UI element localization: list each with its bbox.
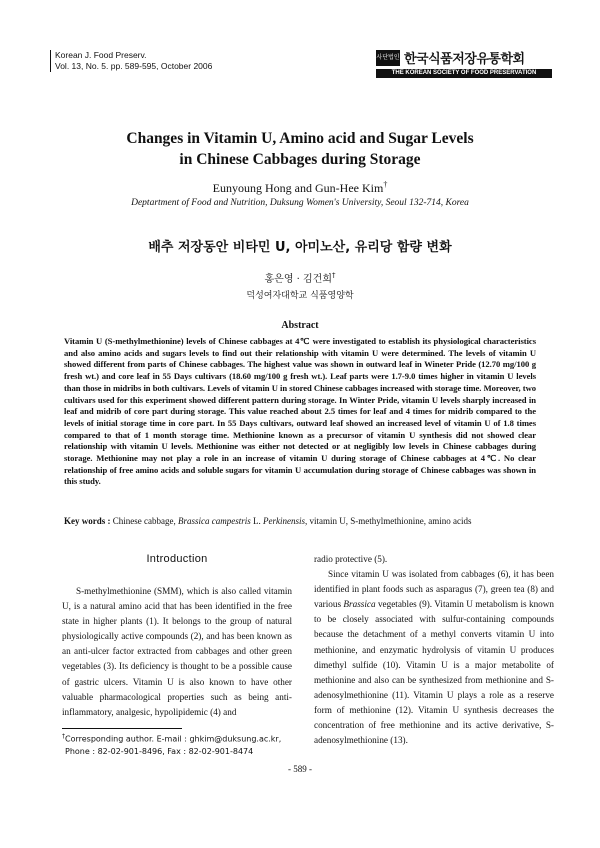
keyword-species: Brassica campestris bbox=[177, 516, 251, 526]
title-line-2: in Chinese Cabbages during Storage bbox=[179, 151, 421, 168]
intro-paragraph: S-methylmethionine (SMM), which is also called vitamin U, is a natural amino acid that has been identified in the free state in higher plants (1). It belongs to the group of natural physiologically active compounds (2), and has been known as an anti-ulcer factor extracted from cabbages and other green vegetables (3). Its deficiency is thought to be a possible cause of gastric ulcers. Vitamin U is also known to have other valuable pharmacological properties such as being anti-inflammatory, analgesic, hypolipidemic (4) and bbox=[62, 586, 292, 717]
keywords-label: Key words : bbox=[64, 516, 111, 526]
society-name-english: THE KOREAN SOCIETY OF FOOD PRESERVATION bbox=[376, 69, 552, 78]
right-column bbox=[314, 552, 554, 748]
journal-citation bbox=[50, 50, 212, 72]
paragraph-text: vegetables (9). Vitamin U metabolism is known to be closely associated with sulfur-containing compounds because the detachment of a methyl converts vitamin U into methionine, and enzymatic hydrolysis of vitamin U produces dimethyl sulfide (10). Vitamin U is a major metabolite of methionine and also can be synthesized from methionine and S-adenosylmethionine (11). Vitamin U plays a role as a reserve form of methionine (12). Vitamin U synthesis decreases the concentration of free methionine and its active derivative, S-adenosylmethionine (13). bbox=[314, 599, 554, 746]
introduction-heading: Introduction bbox=[146, 553, 208, 565]
journal-name: Korean J. Food Preserv. bbox=[55, 50, 147, 60]
corresponding-mark: † bbox=[383, 180, 388, 189]
author-names: Eunyoung Hong and Gun-Hee Kim bbox=[212, 181, 384, 195]
society-logo bbox=[376, 48, 552, 78]
korean-affiliation: 덕성여자대학교 식품영양학 bbox=[246, 291, 354, 301]
korean-authors bbox=[60, 270, 540, 285]
abstract-heading: Abstract bbox=[281, 320, 319, 331]
keyword-text: L. bbox=[252, 516, 261, 526]
author-line bbox=[60, 180, 540, 196]
left-column bbox=[62, 584, 292, 720]
journal-volume: Vol. 13, No. 5. pp. 589-595, October 2006 bbox=[55, 61, 213, 71]
abstract-body: Vitamin U (S-methylmethionine) levels of Chinese cabbages at 4℃ were investigated to establish its physiological characteristics and also amino acids and sugars levels to find out their relationship with vitamin U were determined. The levels of vitamin U showed different from parts of Chinese cabbages. The highest value was shown in outward leaf in Wineter Pride (12.70 mg/100 g fresh wt.) and core leaf in 55 Days cultivars (18.60 mg/100 g fresh wt.). Leaf parts were 1.7-9.0 times higher in vitamin U levels than those in midribs in both cultivars. Levels of vitamin U in stored Chinese cabbages increased with storage time. Moreover, two cultivars used for this experiment showed different pattern during storage. In Winter Pride, vitamin U levels sharply increased in leaf and midrib of core part during storage. This value reached about 2.5 times for leaf and 4 times for midrib compared to the levels of initial storage time in core part. In 55 Days cultivars, outward leaf showed an increased level of vitamin U of 1.8 times compared to that of 1 month storage time. Methionine known as a precursor of vitamin U synthesis did not showed clear relationship with vitamin U levels. Methionine was either not detected or at negligibly low levels in Chinese cabbages during storage. Methionine may not play a role in an increase of vitamin U during storage of Chinese cabbages at 4℃. No clear relationship of free amino acids and soluble sugars for vitamin U accumulation during storage of Chinese cabbages was shown in this study. bbox=[64, 336, 536, 487]
footnote-phone: Phone : 82-02-901-8496, Fax : 82-02-901-8474 bbox=[65, 746, 254, 756]
page-number: - 589 - bbox=[288, 764, 312, 774]
footnote-mark: † bbox=[62, 733, 65, 740]
korean-title: 배추 저장동안 비타민 U, 아미노산, 유리당 함량 변화 bbox=[148, 240, 452, 255]
korean-author-names: 홍은영 · 김건희 bbox=[264, 274, 332, 285]
keyword-variety: Perkinensis bbox=[262, 516, 305, 526]
society-seal: 사단법인 bbox=[376, 50, 400, 66]
paper-title bbox=[60, 128, 540, 170]
society-name-korean: 한국식품저장유통학회 bbox=[404, 52, 525, 67]
footnote bbox=[62, 731, 294, 758]
keywords bbox=[64, 516, 544, 526]
affiliation: Deptartment of Food and Nutrition, Duksung Women's University, Seoul 132-714, Korea bbox=[131, 198, 469, 208]
genus-name: Brassica bbox=[343, 599, 376, 610]
keyword-text: Chinese cabbage, bbox=[112, 516, 176, 526]
title-line-1: Changes in Vitamin U, Amino acid and Sugar Levels bbox=[126, 130, 474, 147]
keyword-text: , vitamin U, S-methylmethionine, amino acids bbox=[304, 516, 472, 526]
korean-corresponding-mark: † bbox=[332, 271, 336, 280]
intro-paragraph bbox=[314, 567, 554, 748]
paragraph-text: Since vitamin U was isolated from cabbages (6), it has been identified in plant foods such as asparagus (7), green tea (8) and various bbox=[314, 569, 554, 610]
footnote-divider bbox=[62, 728, 182, 729]
footnote-email: Corresponding author. E-mail : ghkim@duksung.ac.kr, bbox=[65, 734, 282, 744]
intro-paragraph-continued: radio protective (5). bbox=[314, 554, 388, 564]
